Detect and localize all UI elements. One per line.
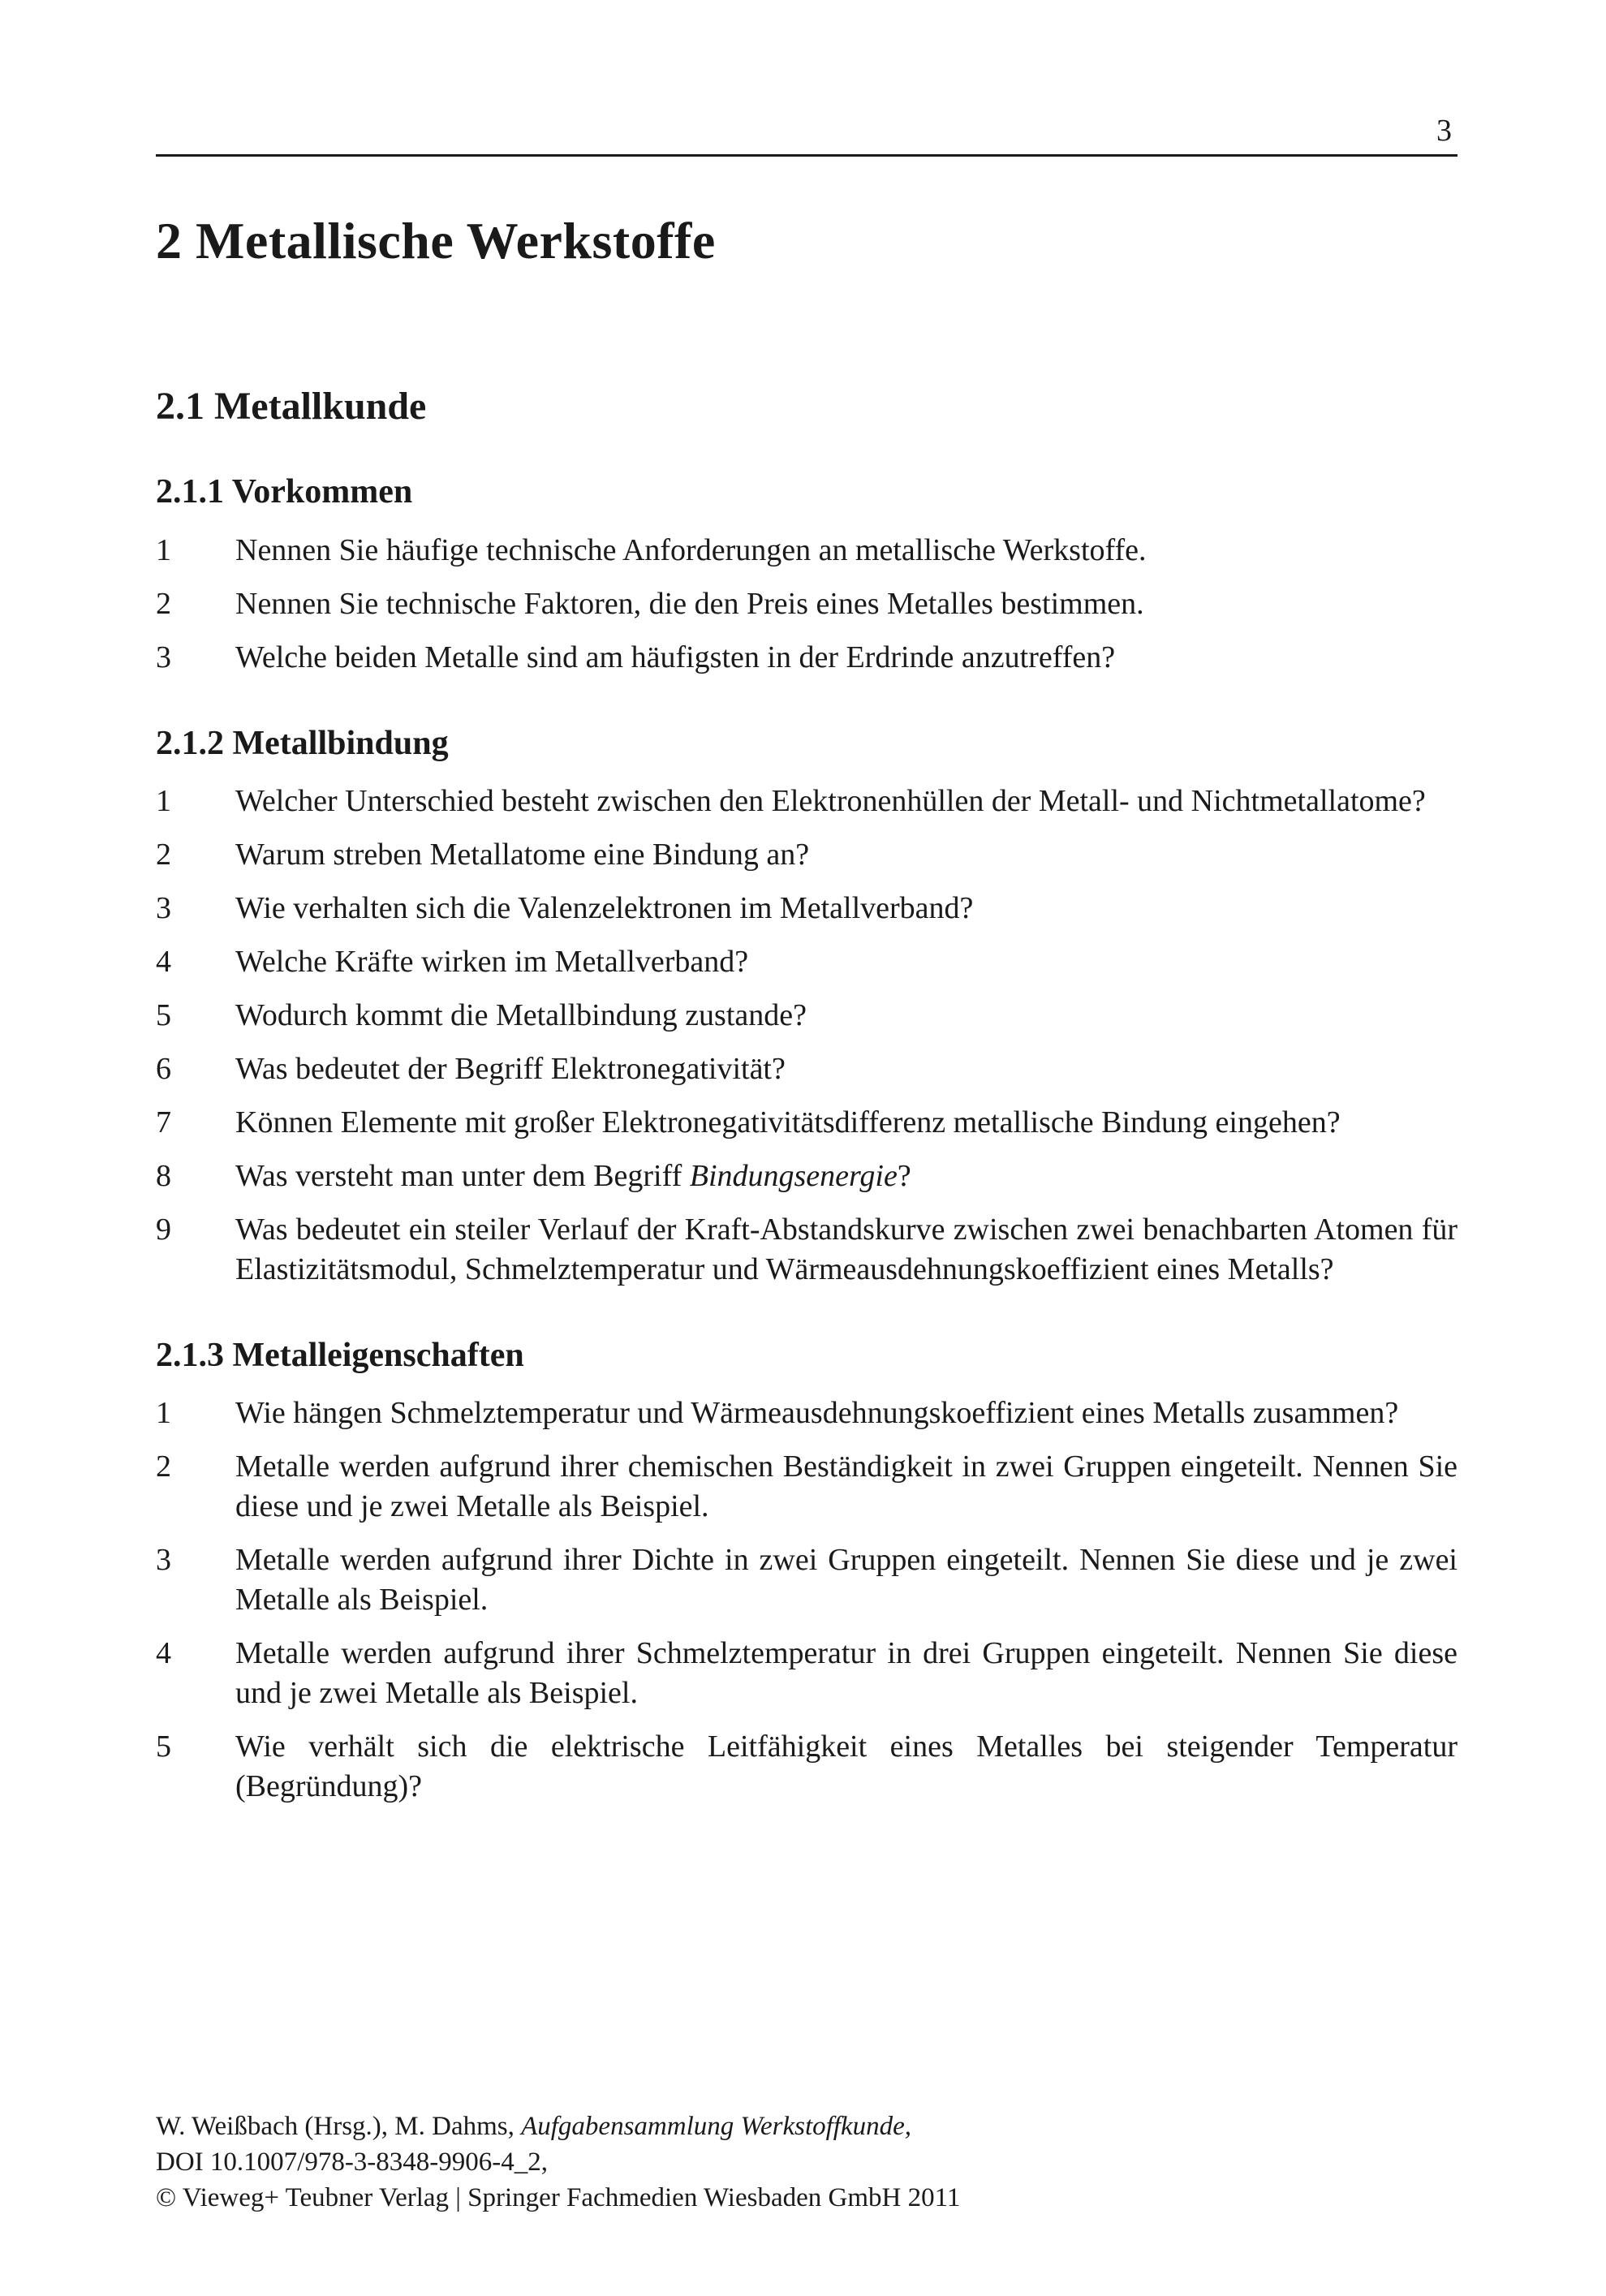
citation-footer: [156, 2109, 960, 2216]
emphasized-term: Bindungsenergie: [689, 1158, 898, 1193]
question-number: 3: [156, 640, 171, 674]
question-text: Metalle werden aufgrund ihrer Dichte in zwei Gruppen eingeteilt. Nennen Sie diese und je zwei Metalle als Beispiel.: [235, 1543, 1457, 1618]
subsection-metallbindung: [156, 723, 1457, 1290]
question-number: 1: [156, 1396, 171, 1431]
question-text: Metalle werden aufgrund ihrer Schmelztemperatur in drei Gruppen eingeteilt. Nennen Sie diese und je zwei Metalle als Beispiel.: [235, 1636, 1457, 1711]
question-number: 8: [156, 1158, 171, 1193]
question-text: Was bedeutet der Begriff Elektronegativität?: [235, 1051, 786, 1086]
footer-authors: W. Weißbach (Hrsg.), M. Dahms,: [156, 2112, 522, 2141]
question-text: Warum streben Metallatome eine Bindung an?: [235, 837, 810, 872]
question-number: 5: [156, 1730, 171, 1764]
subsection-vorkommen: [156, 472, 1457, 677]
question-text: Welche Kräfte wirken im Metallverband?: [235, 944, 749, 979]
question-number: 2: [156, 586, 171, 621]
question-number: 4: [156, 1636, 171, 1671]
question-text: Wie verhalten sich die Valenzelektronen im Metallverband?: [235, 890, 974, 925]
question-item: [156, 1540, 1457, 1620]
question-text: Welcher Unterschied besteht zwischen den Elektronenhüllen der Metall- und Nichtmetallatome?: [235, 783, 1426, 818]
question-number: 3: [156, 890, 171, 925]
question-text-before: Was versteht man unter dem Begriff: [235, 1158, 690, 1193]
question-number: 1: [156, 783, 171, 818]
footer-doi: DOI 10.1007/978-3-8348-9906-4_2,: [156, 2147, 549, 2177]
question-number: 5: [156, 997, 171, 1032]
question-item: [156, 1727, 1457, 1807]
question-item: [156, 942, 1457, 982]
footer-book-title: Aufgabensammlung Werkstoffkunde,: [521, 2112, 911, 2141]
question-number: 7: [156, 1105, 171, 1139]
question-number: 4: [156, 944, 171, 979]
question-item: [156, 584, 1457, 624]
question-item: [156, 1634, 1457, 1713]
question-item: [156, 531, 1457, 571]
question-text: Wie hängen Schmelztemperatur und Wärmeausdehnungskoeffizient eines Metalls zusammen?: [235, 1396, 1399, 1431]
question-text: Metalle werden aufgrund ihrer chemischen Beständigkeit in zwei Gruppen eingeteilt. Nennen Sie diese und je zwei Metalle als Beispiel.: [235, 1450, 1457, 1524]
subsection-title: 2.1.1 Vorkommen: [156, 473, 413, 511]
question-item: [156, 1049, 1457, 1089]
question-text: Wodurch kommt die Metallbindung zustande?: [235, 997, 807, 1032]
question-number: 2: [156, 1450, 171, 1484]
section-title: 2.1 Metallkunde: [156, 384, 427, 428]
footer-citation-line: [156, 2109, 960, 2144]
subsection-title: 2.1.3 Metalleigenschaften: [156, 1336, 524, 1374]
question-number: 3: [156, 1543, 171, 1578]
question-item: [156, 1210, 1457, 1290]
footer-copyright: © Vieweg+ Teubner Verlag | Springer Fachmedien Wiesbaden GmbH 2011: [156, 2183, 961, 2212]
question-text: Können Elemente mit großer Elektronegativitätsdifferenz metallische Bindung eingehen?: [235, 1105, 1341, 1139]
question-item: [156, 1103, 1457, 1143]
question-item: [156, 1394, 1457, 1433]
question-number: 2: [156, 837, 171, 872]
question-item: [156, 1447, 1457, 1527]
subsection-metalleigenschaften: [156, 1335, 1457, 1807]
question-item: [156, 996, 1457, 1036]
question-item: [156, 835, 1457, 875]
question-item: [156, 1157, 1457, 1196]
question-item: [156, 782, 1457, 821]
question-item: [156, 638, 1457, 678]
page-number: 3: [1436, 114, 1452, 148]
page-content: [156, 211, 1457, 1852]
question-number: 9: [156, 1212, 171, 1247]
question-number: 1: [156, 532, 171, 567]
question-text: Was bedeutet ein steiler Verlauf der Kraft-Abstandskurve zwischen zwei benachbarten Atomen für Elastizitätsmodul, Schmelztemperatur und Wärmeausdehnungskoeffizient eines Metalls?: [235, 1212, 1457, 1286]
question-text: Nennen Sie technische Faktoren, die den Preis eines Metalles bestimmen.: [235, 586, 1144, 621]
subsection-title: 2.1.2 Metallbindung: [156, 724, 449, 762]
chapter-title: 2 Metallische Werkstoffe: [156, 212, 716, 269]
question-text: Nennen Sie häufige technische Anforderungen an metallische Werkstoffe.: [235, 532, 1147, 567]
question-item: [156, 889, 1457, 928]
question-text-after: ?: [897, 1158, 911, 1193]
header-rule: [156, 154, 1457, 157]
question-text: Welche beiden Metalle sind am häufigsten in der Erdrinde anzutreffen?: [235, 640, 1116, 674]
question-number: 6: [156, 1051, 171, 1086]
question-text: Wie verhält sich die elektrische Leitfähigkeit eines Metalles bei steigender Temperatur (Begründung)?: [235, 1730, 1457, 1804]
question-text: [235, 1157, 1457, 1196]
